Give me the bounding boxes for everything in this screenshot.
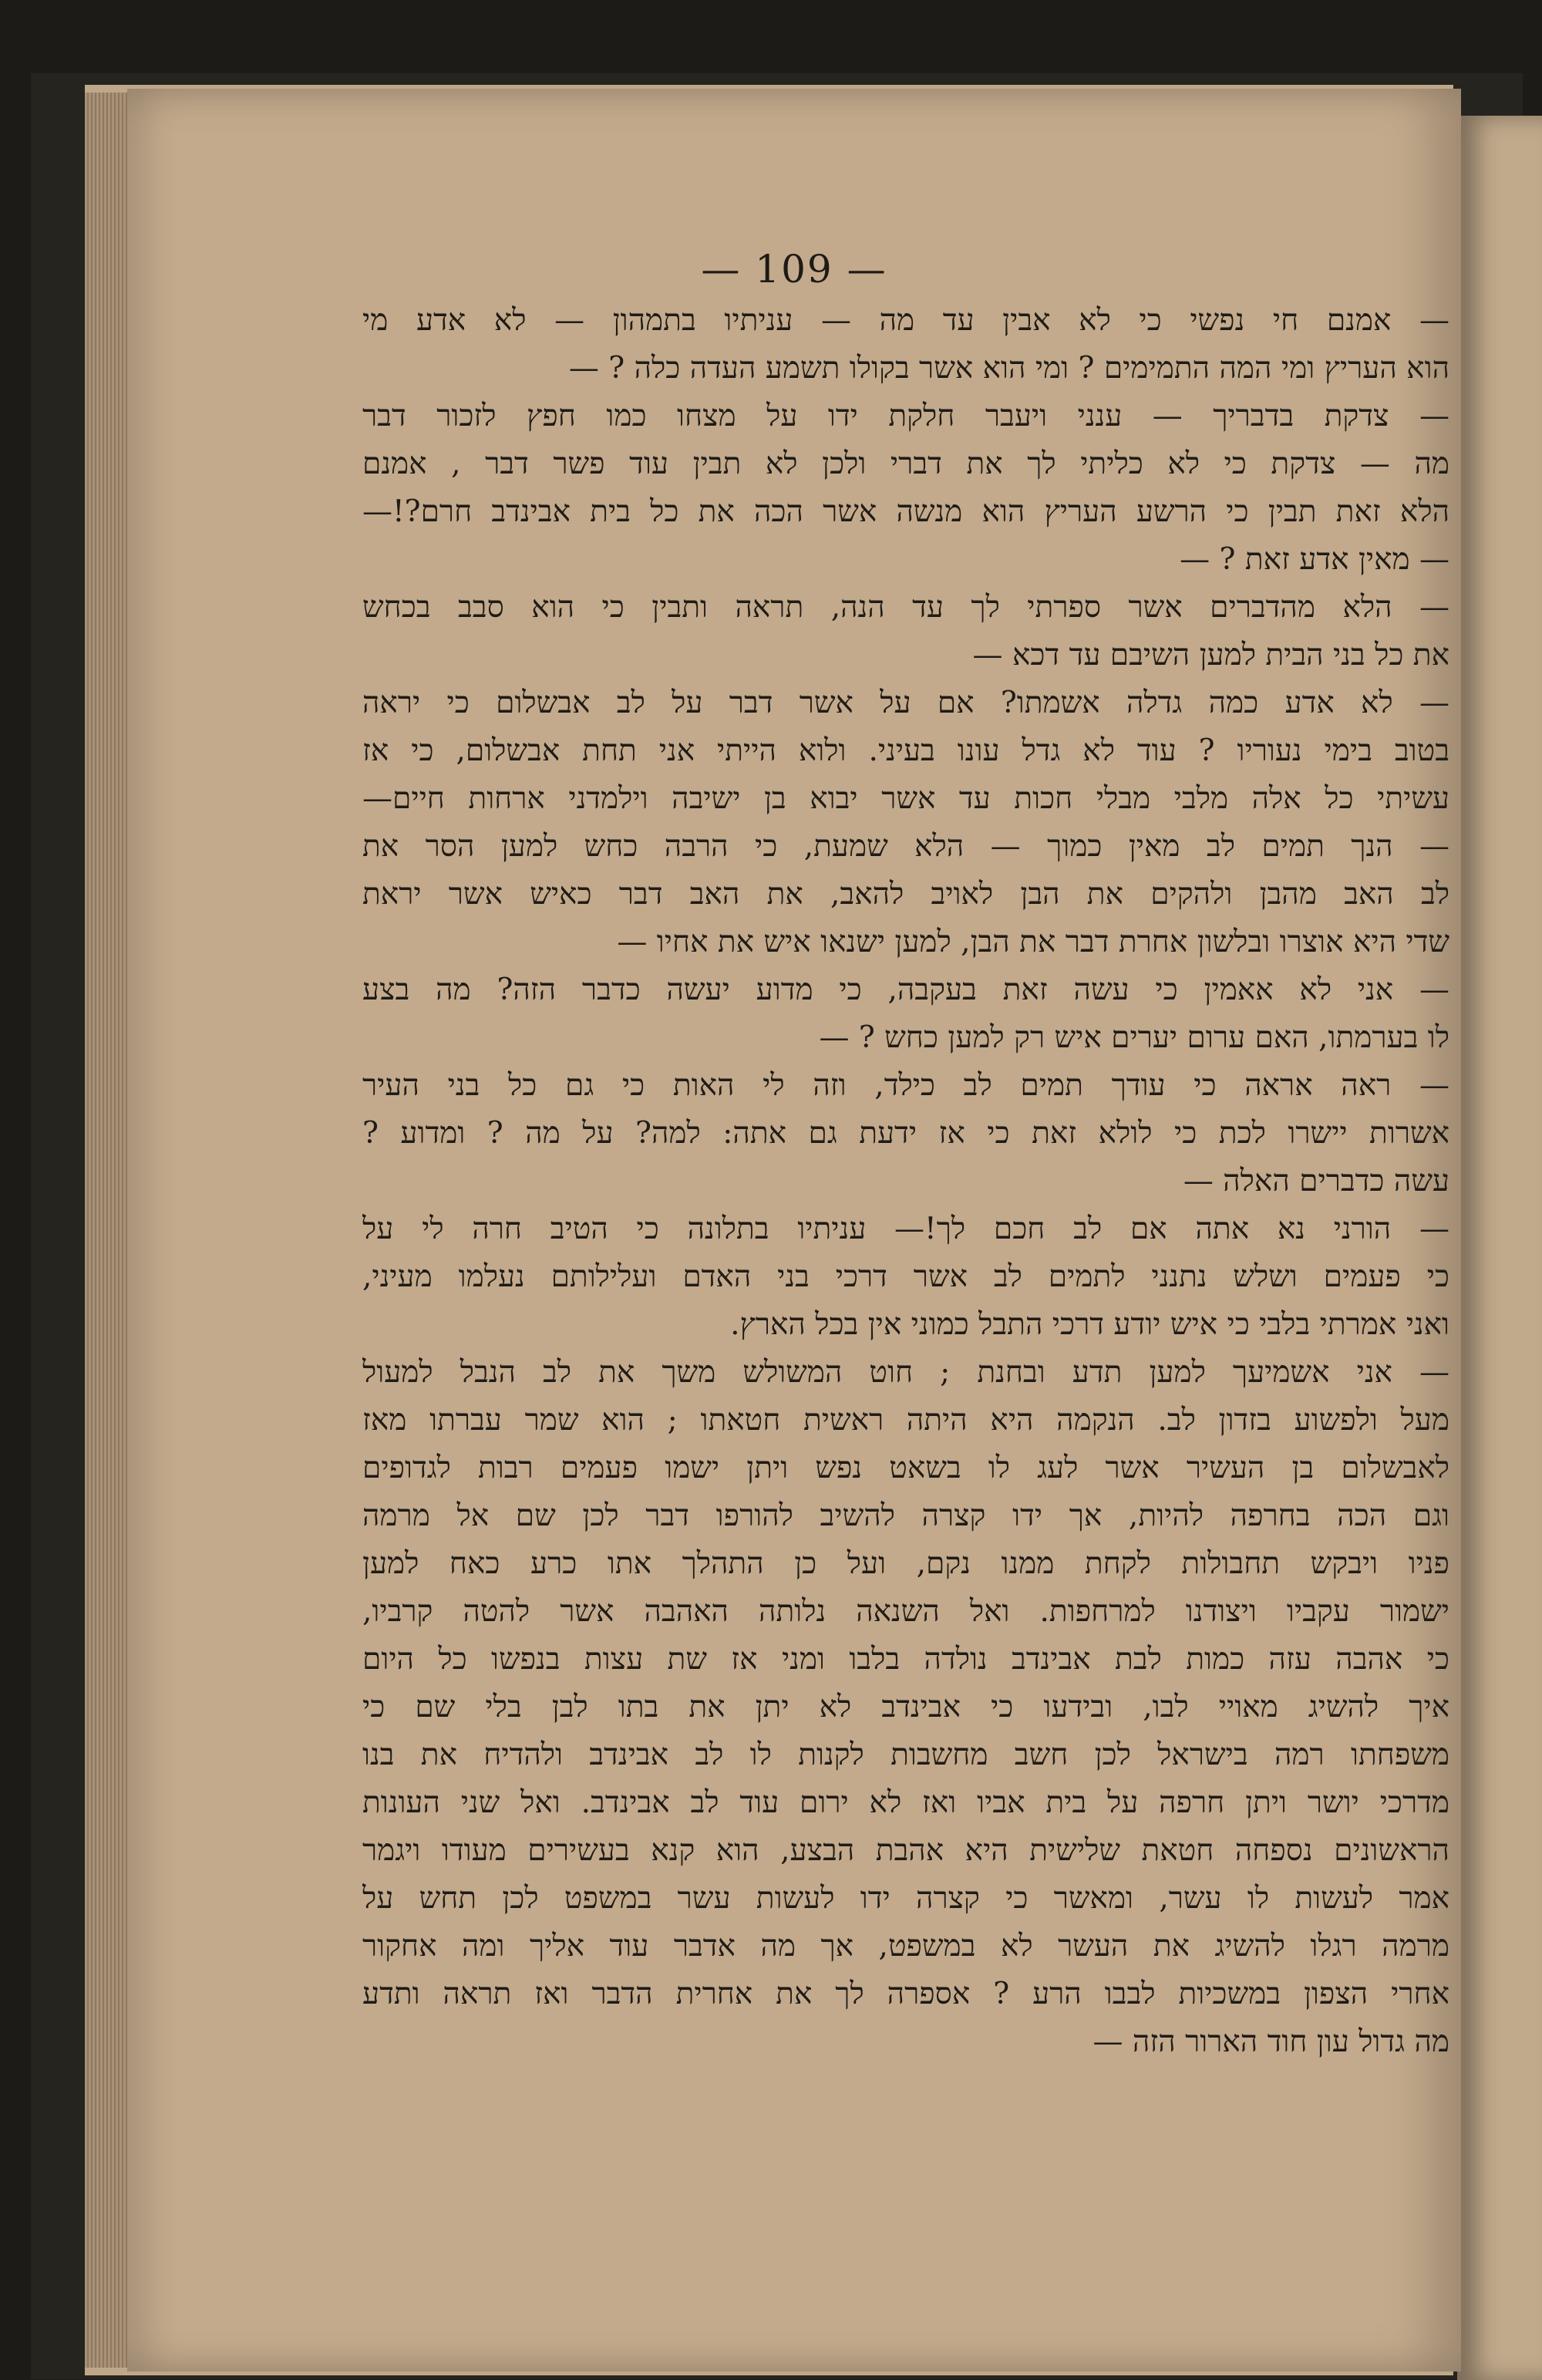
text-line: את כל בני הבית למען השיבם עד דכא — xyxy=(972,638,1449,673)
text-line: — לא אדע כמה גדלה אשמתו? אם על אשר דבר על לב אבשלום כי יראה xyxy=(362,686,1449,720)
text-line: לו בערמתו, האם ערום יערים איש רק למען כחש ? — xyxy=(819,1020,1449,1055)
text-line: פניו ויבקש תחבולות לקחת ממנו נקם, ועל כן התהלך אתו כרע כאח למען xyxy=(362,1546,1449,1581)
text-line: וגם הכה בחרפה להיות, אך ידו קצרה להשיב להורפו דבר לכן שם אל מרמה xyxy=(362,1498,1449,1533)
text-line: עשה כדברים האלה — xyxy=(1183,1164,1449,1198)
text-line: אמר לעשות לו עשר, ומאשר כי קצרה ידו לעשות עשר במשפט לכן תחש על xyxy=(362,1881,1449,1916)
text-line: הראשונים נספחה חטאת שלישית היא אהבת הבצע, הוא קנא בעשירים מעודו ויגמר xyxy=(362,1833,1449,1868)
page-number: — 109 — xyxy=(701,247,887,292)
text-line: מה — צדקת כי לא כליתי לך את דברי ולכן לא תבין עוד פשר דבר , אמנם xyxy=(362,447,1449,481)
text-line: איך להשיג מאויי לבו, ובידעו כי אבינדב לא יתן את בתו לבן בלי שם כי xyxy=(362,1690,1449,1724)
facing-page-edge xyxy=(1457,116,1542,2380)
text-line: — הנך תמים לב מאין כמוך — הלא שמעת, כי הרבה כחש למען הסר את xyxy=(362,829,1449,864)
text-line: לב האב מהבן ולהקים את הבן לאויב להאב, את האב דבר כאיש אשר יראת xyxy=(362,877,1449,912)
text-line: — אני לא אאמין כי עשה זאת בעקבה, כי מדוע יעשה כדבר הזה? מה בצע xyxy=(362,973,1449,1007)
text-line: מה גדול עון חוד הארור הזה — xyxy=(1093,2024,1449,2059)
text-line: — צדקת בדבריך — ענני ויעבר חלקת ידו על מצחו כמו חפץ לזכור דבר xyxy=(362,399,1449,433)
text-line: כי פעמים ושלש נתנני לתמים לב אשר דרכי בני האדם ועלילותם נעלמו מעיני, xyxy=(362,1259,1449,1294)
book-page xyxy=(127,89,1461,2372)
text-block xyxy=(362,297,1449,2066)
text-line: — מאין אדע זאת ? — xyxy=(1180,542,1449,577)
text-line: כי אהבה עזה כמות לבת אבינדב נולדה בלבו ומני אז שת עצות בנפשו כל היום xyxy=(362,1642,1449,1677)
page-edges xyxy=(85,93,131,2368)
text-line: הלא זאת תבין כי הרשע העריץ הוא מנשה אשר הכה את כל בית אבינדב חרם?!— xyxy=(362,494,1449,529)
text-line: מרמה רגלו להשיג את העשר לא במשפט, אך מה אדבר עוד אליך ומה אחקור xyxy=(362,1929,1449,1964)
text-line: הוא העריץ ומי המה התמימים ? ומי הוא אשר בקולו תשמע העדה כלה ? — xyxy=(568,351,1449,386)
text-line: — אני אשמיעך למען תדע ובחנת ; חוט המשולש משך את לב הנבל למעול xyxy=(362,1355,1449,1390)
text-line: משפחתו רמה בישראל לכן חשב מחשבות לקנות לו לב אבינדב ולהדיח את בנו xyxy=(362,1738,1449,1772)
text-line: מעל ולפשוע בזדון לב. הנקמה היא היתה ראשית חטאתו ; הוא שמר עברתו מאז xyxy=(362,1403,1449,1438)
text-line: עשיתי כל אלה מלבי מבלי חכות עד אשר יבוא בן ישיבה וילמדני ארחות חיים— xyxy=(362,781,1449,816)
text-line: אחרי הצפון במשכיות לבבו הרע ? אספרה לך את אחרית הדבר ואז תראה ותדע xyxy=(362,1977,1449,2011)
text-line: שדי היא אוצרו ובלשון אחרת דבר את הבן, למען ישנאו איש את אחיו — xyxy=(617,925,1449,959)
text-line: ישמור עקביו ויצודנו למרחפות. ואל השנאה נלותה האהבה אשר להטה קרביו, xyxy=(362,1594,1449,1629)
text-line: — הורני נא אתה אם לב חכם לך!— עניתיו בתלונה כי הטיב חרה לי על xyxy=(362,1212,1449,1246)
text-line: מדרכי יושר ויתן חרפה על בית אביו ואז לא ירום עוד לב אבינדב. ואל שני העונות xyxy=(362,1785,1449,1820)
text-line: — הלא מהדברים אשר ספרתי לך עד הנה, תראה ותבין כי הוא סבב בכחש xyxy=(362,590,1449,625)
text-line: — אמנם חי נפשי כי לא אבין עד מה — עניתיו בתמהון — לא אדע מי xyxy=(362,303,1449,338)
text-line: ואני אמרתי בלבי כי איש יודע דרכי התבל כמוני אין בכל הארץ. xyxy=(730,1307,1449,1342)
text-line: — ראה אראה כי עודך תמים לב כילד, וזה לי האות כי גם כל בני העיר xyxy=(362,1068,1449,1103)
text-line: לאבשלום בן העשיר אשר לעג לו בשאט נפש ויתן ישמו פעמים רבות לגדופים xyxy=(362,1451,1449,1485)
text-line: אשרות יישרו לכת כי לולא זאת כי אז ידעת גם אתה: למה? על מה ? ומדוע ? xyxy=(362,1116,1449,1151)
text-line: בטוב בימי נעוריו ? עוד לא גדל עונו בעיני. ולוא הייתי אני תחת אבשלום, כי אז xyxy=(362,733,1449,768)
